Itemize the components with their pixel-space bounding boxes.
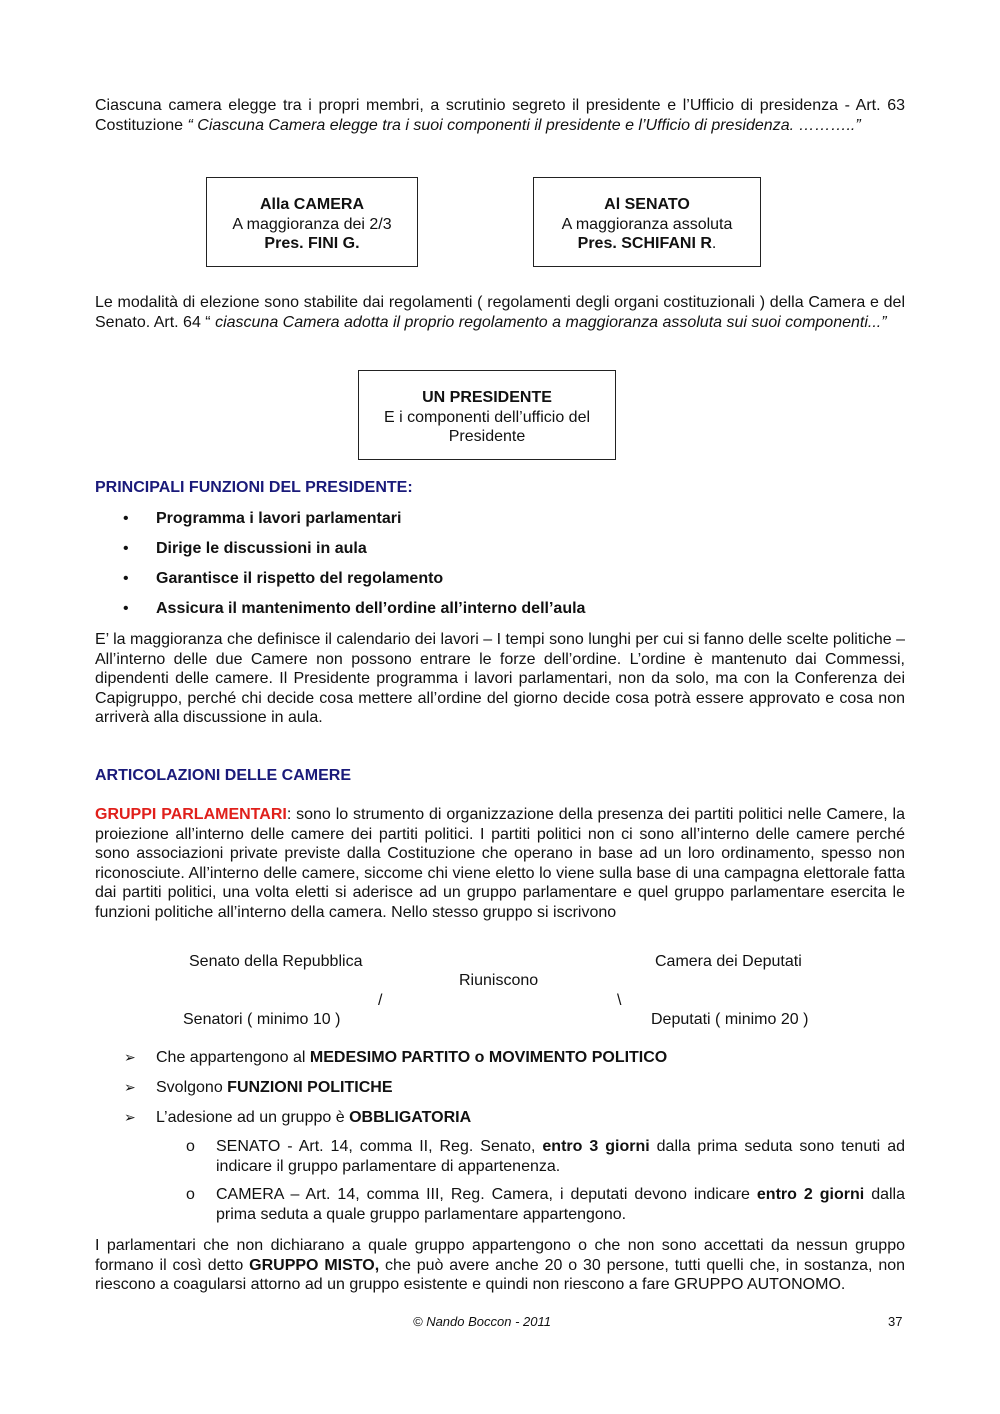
senato-box-president (534, 234, 760, 254)
characteristics-list (95, 1048, 905, 1138)
presidente-box-line3: Presidente (448, 428, 526, 445)
senato-box-title: Al SENATO (604, 196, 690, 213)
deadline-item (95, 1185, 905, 1224)
arrow-icon: ➢ (124, 1079, 136, 1095)
deadline-tail: dalla prima seduta a quale gruppo parlamentare appartengono. (216, 1186, 906, 1223)
intro-paragraph (95, 96, 905, 135)
deadline-bold: entro 2 giorni (756, 1186, 865, 1203)
item-bold: MEDESIMO PARTITO o MOVIMENTO POLITICO (309, 1049, 668, 1066)
senato-box (533, 177, 761, 267)
misto-tail: che può avere anche 20 o 30 persone, tutti quelli che, in sostanza, non riescono a coagularsi attorno ad un gruppo esistente e quindi non riescono a fare GRUPPO AUTONOMO. (95, 1256, 906, 1293)
function-item: • Garantisce il rispetto del regolamento (95, 569, 905, 599)
intro-text: Ciascuna camera elegge tra i propri membri, a scrutinio segreto il presidente e l’Ufficio di presidenza - Art. 63 Costituzione (95, 97, 905, 134)
senato-box-president-tail: . (711, 235, 717, 252)
camera-box (206, 177, 418, 267)
scheme-slash-left: / (378, 992, 383, 1009)
majority-paragraph: E’ la maggioranza che definisce il calendario dei lavori – I tempi sono lunghi per cui si fanno delle scelte politiche – All’interno delle due Camere non possono entrare le forze dell’ordine. L’ordine è mantenuto dai Commessi, dipendenti delle camere. Il Presidente programma i lavori parlamentari, non da solo, ma con la Conferenza dei Capigruppo, perché chi decide cosa mettere all’ordine del giorno decide cosa potrà essere approvato e cosa non arriverà alla discussione in aula. (95, 631, 905, 726)
functions-heading: PRINCIPALI FUNZIONI DEL PRESIDENTE: (95, 479, 413, 496)
scheme-slash-right: \ (617, 992, 622, 1009)
rules-paragraph (95, 293, 905, 332)
item-text: Che appartengono al (156, 1049, 310, 1066)
misto-text: I parlamentari che non dichiarano a quale gruppo appartengono o che non sono accettati da nessun gruppo formano il così detto (95, 1237, 905, 1274)
scheme-senato: Senato della Repubblica (189, 953, 363, 970)
deadline-text: CAMERA – Art. 14, comma III, Reg. Camera, i deputati devono indicare (216, 1186, 757, 1203)
scheme-deputati: Deputati ( minimo 20 ) (651, 1011, 809, 1028)
item-text: L’adesione ad un gruppo è (156, 1109, 350, 1126)
senato-box-majority: A maggioranza assoluta (561, 215, 733, 233)
deadline-text: SENATO - Art. 14, comma II, Reg. Senato, (216, 1138, 543, 1155)
function-item: • Programma i lavori parlamentari (95, 509, 905, 539)
presidente-box-title: UN PRESIDENTE (422, 389, 552, 406)
characteristic-item (95, 1108, 905, 1138)
intro-quote: “ Ciascuna Camera elegge tra i suoi componenti il presidente e l’Ufficio di presidenza. ………..” (187, 116, 861, 134)
arrow-icon: ➢ (124, 1049, 136, 1065)
arrow-icon: ➢ (124, 1109, 136, 1125)
gruppi-text: : sono lo strumento di organizzazione della presenza dei partiti politici nelle Camere, la proiezione all’interno delle camere dei partiti politici. I partiti politici non ci sono all’interno delle camere perché sono associazioni private previste dalla Costituzione che operano in base ad un loro ordinamento, spesso non riconosciute. All’interno delle camere, siccome chi viene eletto lo viene sulla base di una campagna elettorale fatta dai partiti politici, una volta eletti si aderisce ad un gruppo parlamentare e quel gruppo parlamentare esercita le funzioni politiche all’interno della camera. Nello stesso gruppo si iscrivono (95, 806, 905, 921)
item-text: Svolgono (156, 1079, 228, 1096)
camera-box-title: Alla CAMERA (259, 196, 364, 213)
characteristic-item (95, 1048, 905, 1078)
gruppi-label: GRUPPI PARLAMENTARI (95, 806, 287, 823)
footer-copyright: © Nando Boccon - 2011 (413, 1314, 551, 1329)
misto-paragraph (95, 1236, 905, 1295)
circle-bullet-icon: o (186, 1186, 195, 1203)
footer-page-number: 37 (888, 1314, 903, 1329)
presidente-box-line2: E i componenti dell’ufficio del (383, 408, 591, 426)
articolazioni-heading: ARTICOLAZIONI DELLE CAMERE (95, 767, 351, 784)
deadline-tail: dalla prima seduta sono tenuti ad indicare il gruppo parlamentare di appartenenza. (216, 1138, 905, 1175)
scheme-senatori: Senatori ( minimo 10 ) (183, 1011, 341, 1028)
camera-box-majority: A maggioranza dei 2/3 (232, 215, 392, 233)
deadline-bold: entro 3 giorni (542, 1138, 650, 1155)
item-bold: FUNZIONI POLITICHE (227, 1079, 393, 1096)
presidente-box (358, 370, 616, 460)
functions-list (95, 509, 905, 629)
characteristic-item (95, 1078, 905, 1108)
rules-quote: ciascuna Camera adotta il proprio regolamento a maggioranza assoluta sui suoi componenti...” (215, 313, 887, 331)
gruppi-paragraph (95, 805, 905, 922)
scheme-camera: Camera dei Deputati (655, 953, 802, 970)
function-item: • Dirige le discussioni in aula (95, 539, 905, 569)
rules-text: Le modalità di elezione sono stabilite dai regolamenti ( regolamenti degli organi costituzionali ) della Camera e del Senato. Art. 64 “ (95, 294, 905, 331)
camera-box-president: Pres. FINI G. (264, 235, 360, 252)
misto-bold: GRUPPO MISTO, (249, 1256, 380, 1274)
item-bold: OBBLIGATORIA (349, 1109, 472, 1126)
function-item: • Assicura il mantenimento dell’ordine all’interno dell’aula (95, 599, 905, 629)
scheme-riuniscono: Riuniscono (459, 972, 539, 989)
senato-box-president-name: Pres. SCHIFANI R (577, 235, 712, 252)
circle-bullet-icon: o (186, 1138, 195, 1155)
deadline-list (95, 1137, 905, 1224)
deadline-item (95, 1137, 905, 1176)
